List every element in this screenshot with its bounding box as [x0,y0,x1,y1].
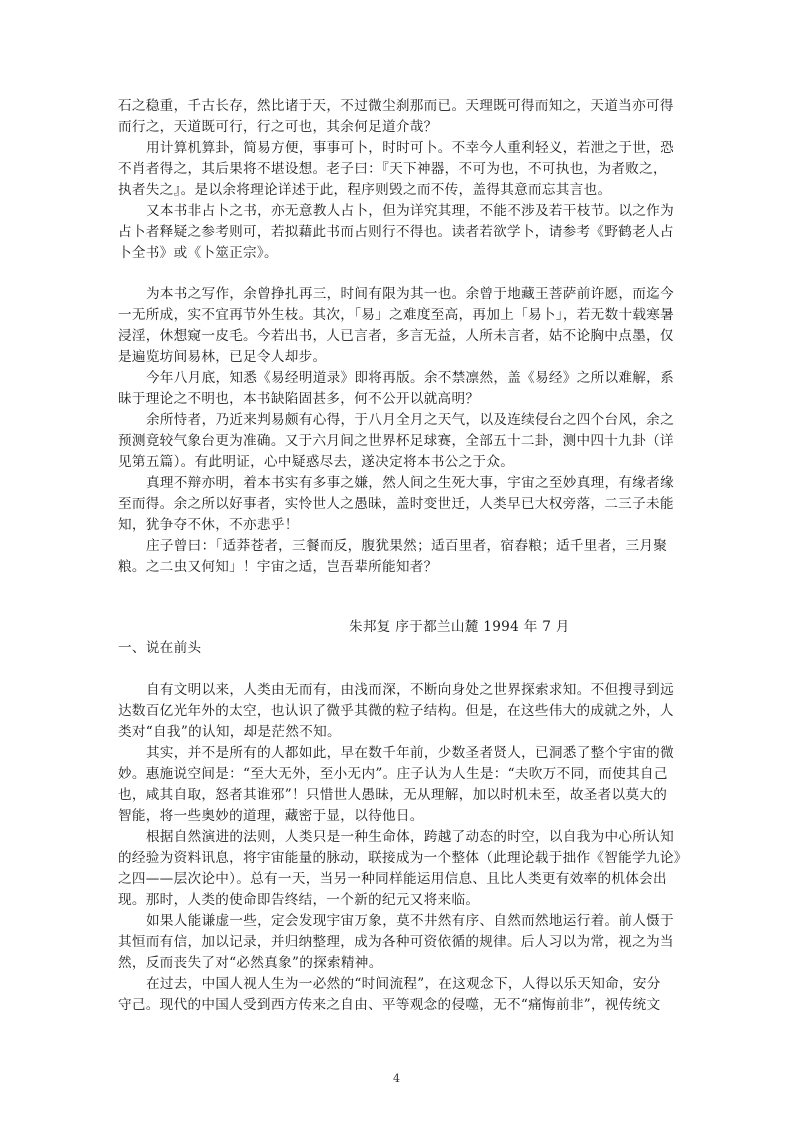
paragraph-start-line: 庄子曾曰：「适莽苍者，三餐而反，腹犹果然；适百里者，宿舂粮；适千里者，三月聚 [146,538,668,554]
paragraph-start-line: 自有文明以来，人类由无而有，由浅而深，不断向身处之世界探索求知。不但搜寻到远 [146,682,674,698]
paragraph-start-line: 又本书非占卜之书，亦无意教人占卜，但为详究其理，不能不涉及若干枝节。以之作为 [146,203,674,219]
text-line: 石之稳重，千古长存，然比诸于天，不过微尘刹那而已。天理既可得而知之，天道当亦可得 [118,98,674,114]
text-line: 达数百亿光年外的太空，也认识了微乎其微的粒子结构。但是，在这些伟大的成就之外，人 [118,703,674,719]
paragraph-start-line: 在过去，中国人视人生为一必然的“时间流程”，在这观念下，人得以乐天知命，安分 [146,976,661,992]
paragraph-start-line: 为本书之写作，余曾挣扎再三，时间有限为其一也。余曾于地藏王菩萨前许愿，而迄今 [146,286,674,302]
text-line: 预测竟较气象台更为准确。又于六月间之世界杯足球赛，全部五十二卦，测中四十九卦（详 [118,433,674,449]
paragraph-start-line: 根据自然演进的法则，人类只是一种生命体，跨越了动态的时空，以自我为中心所认知 [146,829,674,845]
text-line: 其恒而有信，加以记录，并归纳整理，成为各种可资依循的规律。后人习以为常，视之为当 [118,934,674,950]
paragraph-start-line: 用计算机算卦，简易方便，事事可卜，时时可卜。不幸今人重利轻义，若泄之于世，恐 [146,140,674,156]
text-line: 守己。现代的中国人受到西方传来之自由、平等观念的侵噬，无不“痛悔前非”，视传统文 [118,997,661,1013]
text-line: 不肖者得之，其后果将不堪设想。老子曰：『天下神器，不可为也，不可执也，为者败之， [118,161,667,177]
text-line: 粮。之二虫又何知」！宇宙之适，岂吾辈所能知者？ [118,559,438,575]
text-line: 一无所成，实不宜再节外生枝。其次，「易」之难度至高，再加上「易卜」，若无数十载寒暑 [118,307,675,323]
author-signature-date: 朱邦复 序于都兰山麓 1994 年 7 月 [349,619,570,635]
paragraph-start-line: 其实，并不是所有的人都如此，早在数千年前，少数圣者贤人，已洞悉了整个宇宙的微 [146,745,674,761]
text-line: 现。那时，人类的使命即告终结，一个新的纪元又将来临。 [118,892,480,908]
text-line: 浸淫，休想窥一皮毛。今若出书，人已言者，多言无益，人所未言者，姑不论胸中点墨，仅 [118,328,674,344]
text-line: 占卜者释疑之参考则可，若拟藉此书而占则行不得也。读者若欲学卜，请参考《野鹤老人占 [118,224,674,240]
text-line: 的经验为资料讯息，将宇宙能量的脉动，联接成为一个整体（此理论载于拙作《智能学九论》 [118,850,688,866]
text-line: 也，咸其自取，怒者其谁邪”！只惜世人愚昧，无从理解，加以时机未至，故圣者以莫大的 [118,787,668,803]
text-line: 见第五篇）。有此明证，心中疑惑尽去，遂决定将本书公之于众。 [118,454,515,470]
text-line: 之四——层次论中）。总有一天，当另一种同样能运用信息、且比人类更有效率的机体会出 [118,871,667,887]
text-line: 知，犹争夺不休，不亦悲乎！ [118,517,299,533]
paragraph-start-line: 真理不辩亦明，着本书实有多事之嫌，然人间之生死大事，宇宙之至妙真理，有缘者缘 [146,475,674,491]
text-line: 妙。惠施说空间是：“至大无外，至小无内”。庄子认为人生是：“夫吹万不同，而使其自己 [118,766,668,782]
section-heading: 一、说在前头 [118,640,202,656]
text-line: 执者失之』。是以余将理论详述于此，程序则毁之而不传，盖得其意而忘其言也。 [118,182,612,198]
text-line: 至而得。余之所以好事者，实怜世人之愚昧，盖时变世迁，人类早已大权旁落，二三子未能 [118,496,674,512]
text-line: 昧于理论之不明也，本书缺陷固甚多，何不公开以就高明？ [118,391,480,407]
text-line: 而行之，天道既可行，行之可也，其余何足道介哉？ [118,119,438,135]
text-line: 是遍览坊间易林，已足令人却步。 [118,349,327,365]
page-number: 4 [393,1072,400,1085]
paragraph-start-line: 如果人能谦虚一些，定会发现宇宙万象，莫不井然有序、自然而然地运行着。前人慑于 [146,913,674,929]
text-line: 卜全书》或《卜筮正宗》。 [118,245,278,261]
text-line: 类对“自我”的认知，却是茫然不知。 [118,724,341,740]
paragraph-start-line: 余所恃者，乃近来判易颇有心得，于八月全月之天气，以及连续侵台之四个台风，余之 [146,412,674,428]
paragraph-start-line: 今年八月底，知悉《易经明道录》即将再版。余不禁凛然，盖《易经》之所以难解，系 [146,370,674,386]
text-line: 智能，将一些奥妙的道理，藏密于显，以待他日。 [118,808,424,824]
text-line: 然，反而丧失了对“必然真象”的探索精神。 [118,955,383,971]
